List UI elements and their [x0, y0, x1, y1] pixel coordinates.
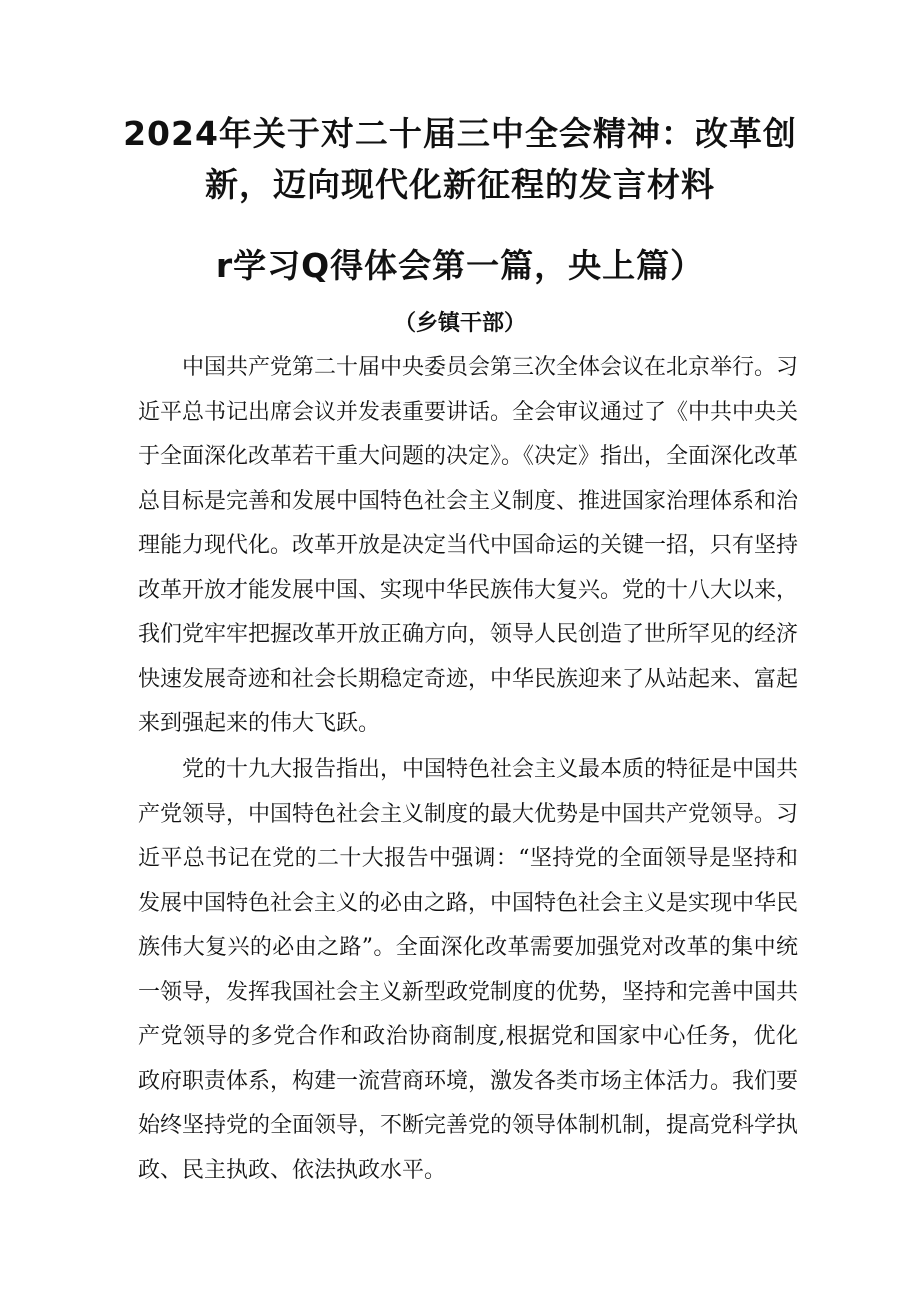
title-line-3: r学习Q得体会第一篇，央上篇）: [215, 246, 705, 285]
title-line-2: 新，迈向现代化新征程的发言材料: [205, 165, 715, 204]
title-line-1: 2024年关于对二十届三中全会精神：改革创: [123, 114, 797, 153]
paragraph-2: 党的十九大报告指出，中国特色社会主义最本质的特征是中国共产党领导，中国特色社会主义制度的最大优势是中国共产党领导。习近平总书记在党的二十大报告中强调：“坚持党的全面领导是坚持和发展中国特色社会主义的必由之路，中国特色社会主义是实现中华民族伟大复兴的必由之路”。全面深化改革需要加强党对改革的集中统一领导，发挥我国社会主义新型政党制度的优势，坚持和完善中国共产党领导的多党合作和政治协商制度,根据党和国家中心任务，优化政府职责体系，构建一流营商环境，激发各类市场主体活力。我们要始终坚持党的全面领导，不断完善党的领导体制机制，提高党科学执政、民主执政、依法执政水平。: [138, 757, 799, 1183]
paragraph-1: 中国共产党第二十届中央委员会第三次全体会议在北京举行。习近平总书记出席会议并发表重要讲话。全会审议通过了《中共中央关于全面深化改革若干重大问题的决定》。《决定》指出，全面深化改革总目标是完善和发展中国特色社会主义制度、推进国家治理体系和治理能力现代化。改革开放是决定当代中国命运的关键一招，只有坚持改革开放才能发展中国、实现中华民族伟大复兴。党的十八大以来，我们党牢牢把握改革开放正确方向，领导人民创造了世所罕见的经济快速发展奇迹和社会长期稳定奇迹，中华民族迎来了从站起来、富起来到强起来的伟大飞跃。: [138, 355, 799, 736]
byline: （乡镇干部）: [393, 311, 526, 336]
